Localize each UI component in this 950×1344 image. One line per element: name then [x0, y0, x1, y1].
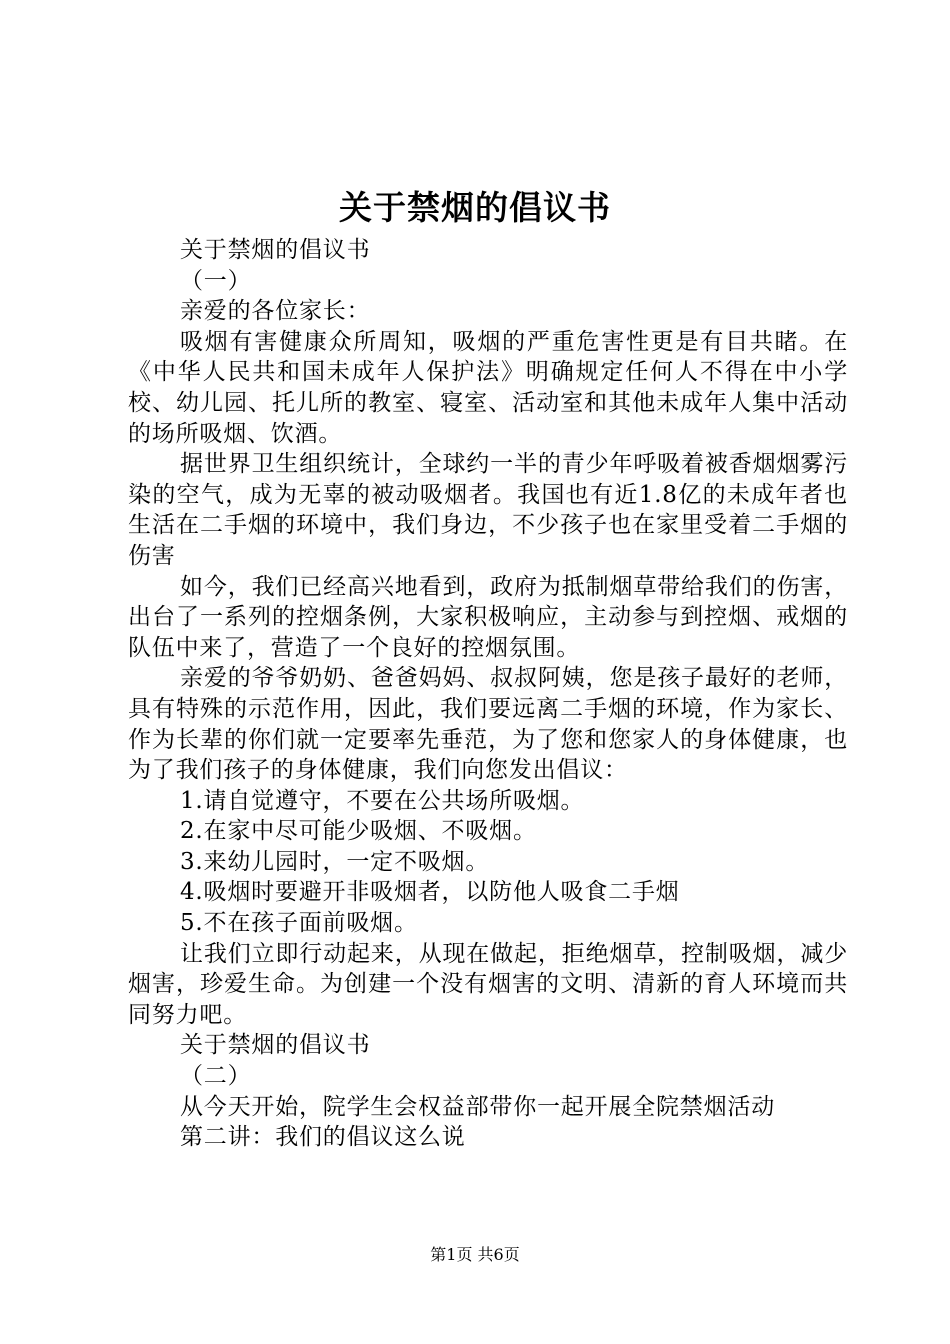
- page-footer: 第1页 共6页: [430, 1245, 520, 1264]
- paragraph-heading: 关于禁烟的倡议书: [180, 1032, 371, 1059]
- paragraph-salutation: 亲爱的各位家长：: [180, 298, 371, 325]
- paragraph: 亲爱的爷爷奶奶、爸爸妈妈、叔叔阿姨，您是孩子最好的老师，具有特殊的示范作用，因此，我们要远离二手烟的环境，作为家长、作为长辈的你们就一定要率先垂范，为了您和您家人的身体健康，也为了我们孩子的身体健康，我们向您发出倡议：: [128, 665, 848, 784]
- paragraph-section-number: （二）: [180, 1063, 252, 1090]
- paragraph-heading: 关于禁烟的倡议书: [180, 237, 371, 263]
- list-item: 4.吸烟时要避开非吸烟者，以防他人吸食二手烟: [180, 879, 680, 906]
- paragraph: 据世界卫生组织统计，全球约一半的青少年呼吸着被香烟烟雾污染的空气，成为无辜的被动吸烟者。我国也有近1.8亿的未成年者也生活在二手烟的环境中，我们身边，不少孩子也在家里受着二手烟的伤害: [128, 451, 848, 569]
- list-item: 2.在家中尽可能少吸烟、不吸烟。: [180, 818, 537, 845]
- paragraph: 从今天开始，院学生会权益部带你一起开展全院禁烟活动: [180, 1093, 775, 1120]
- paragraph: 第二讲：我们的倡议这么说: [180, 1124, 466, 1151]
- paragraph: 如今，我们已经高兴地看到，政府为抵制烟草带给我们的伤害，出台了一系列的控烟条例，大家积极响应，主动参与到控烟、戒烟的队伍中来了，营造了一个良好的控烟氛围。: [128, 573, 848, 661]
- paragraph-section-number: （一）: [180, 267, 252, 294]
- list-item: 5.不在孩子面前吸烟。: [180, 910, 418, 937]
- paragraph: 吸烟有害健康众所周知，吸烟的严重危害性更是有目共睹。在《中华人民共和国未成年人保护法》明确规定任何人不得在中小学校、幼儿园、托儿所的教室、寝室、活动室和其他未成年人集中活动的场所吸烟、饮酒。: [128, 328, 848, 447]
- paragraph: 让我们立即行动起来，从现在做起，拒绝烟草，控制吸烟，减少烟害，珍爱生命。为创建一个没有烟害的文明、清新的育人环境而共同努力吧。: [128, 940, 848, 1028]
- list-item: 3.来幼儿园时，一定不吸烟。: [180, 848, 490, 875]
- list-item: 1.请自觉遵守，不要在公共场所吸烟。: [180, 787, 585, 814]
- document-body: [128, 235, 848, 1153]
- document-title: 关于禁烟的倡议书: [339, 188, 611, 227]
